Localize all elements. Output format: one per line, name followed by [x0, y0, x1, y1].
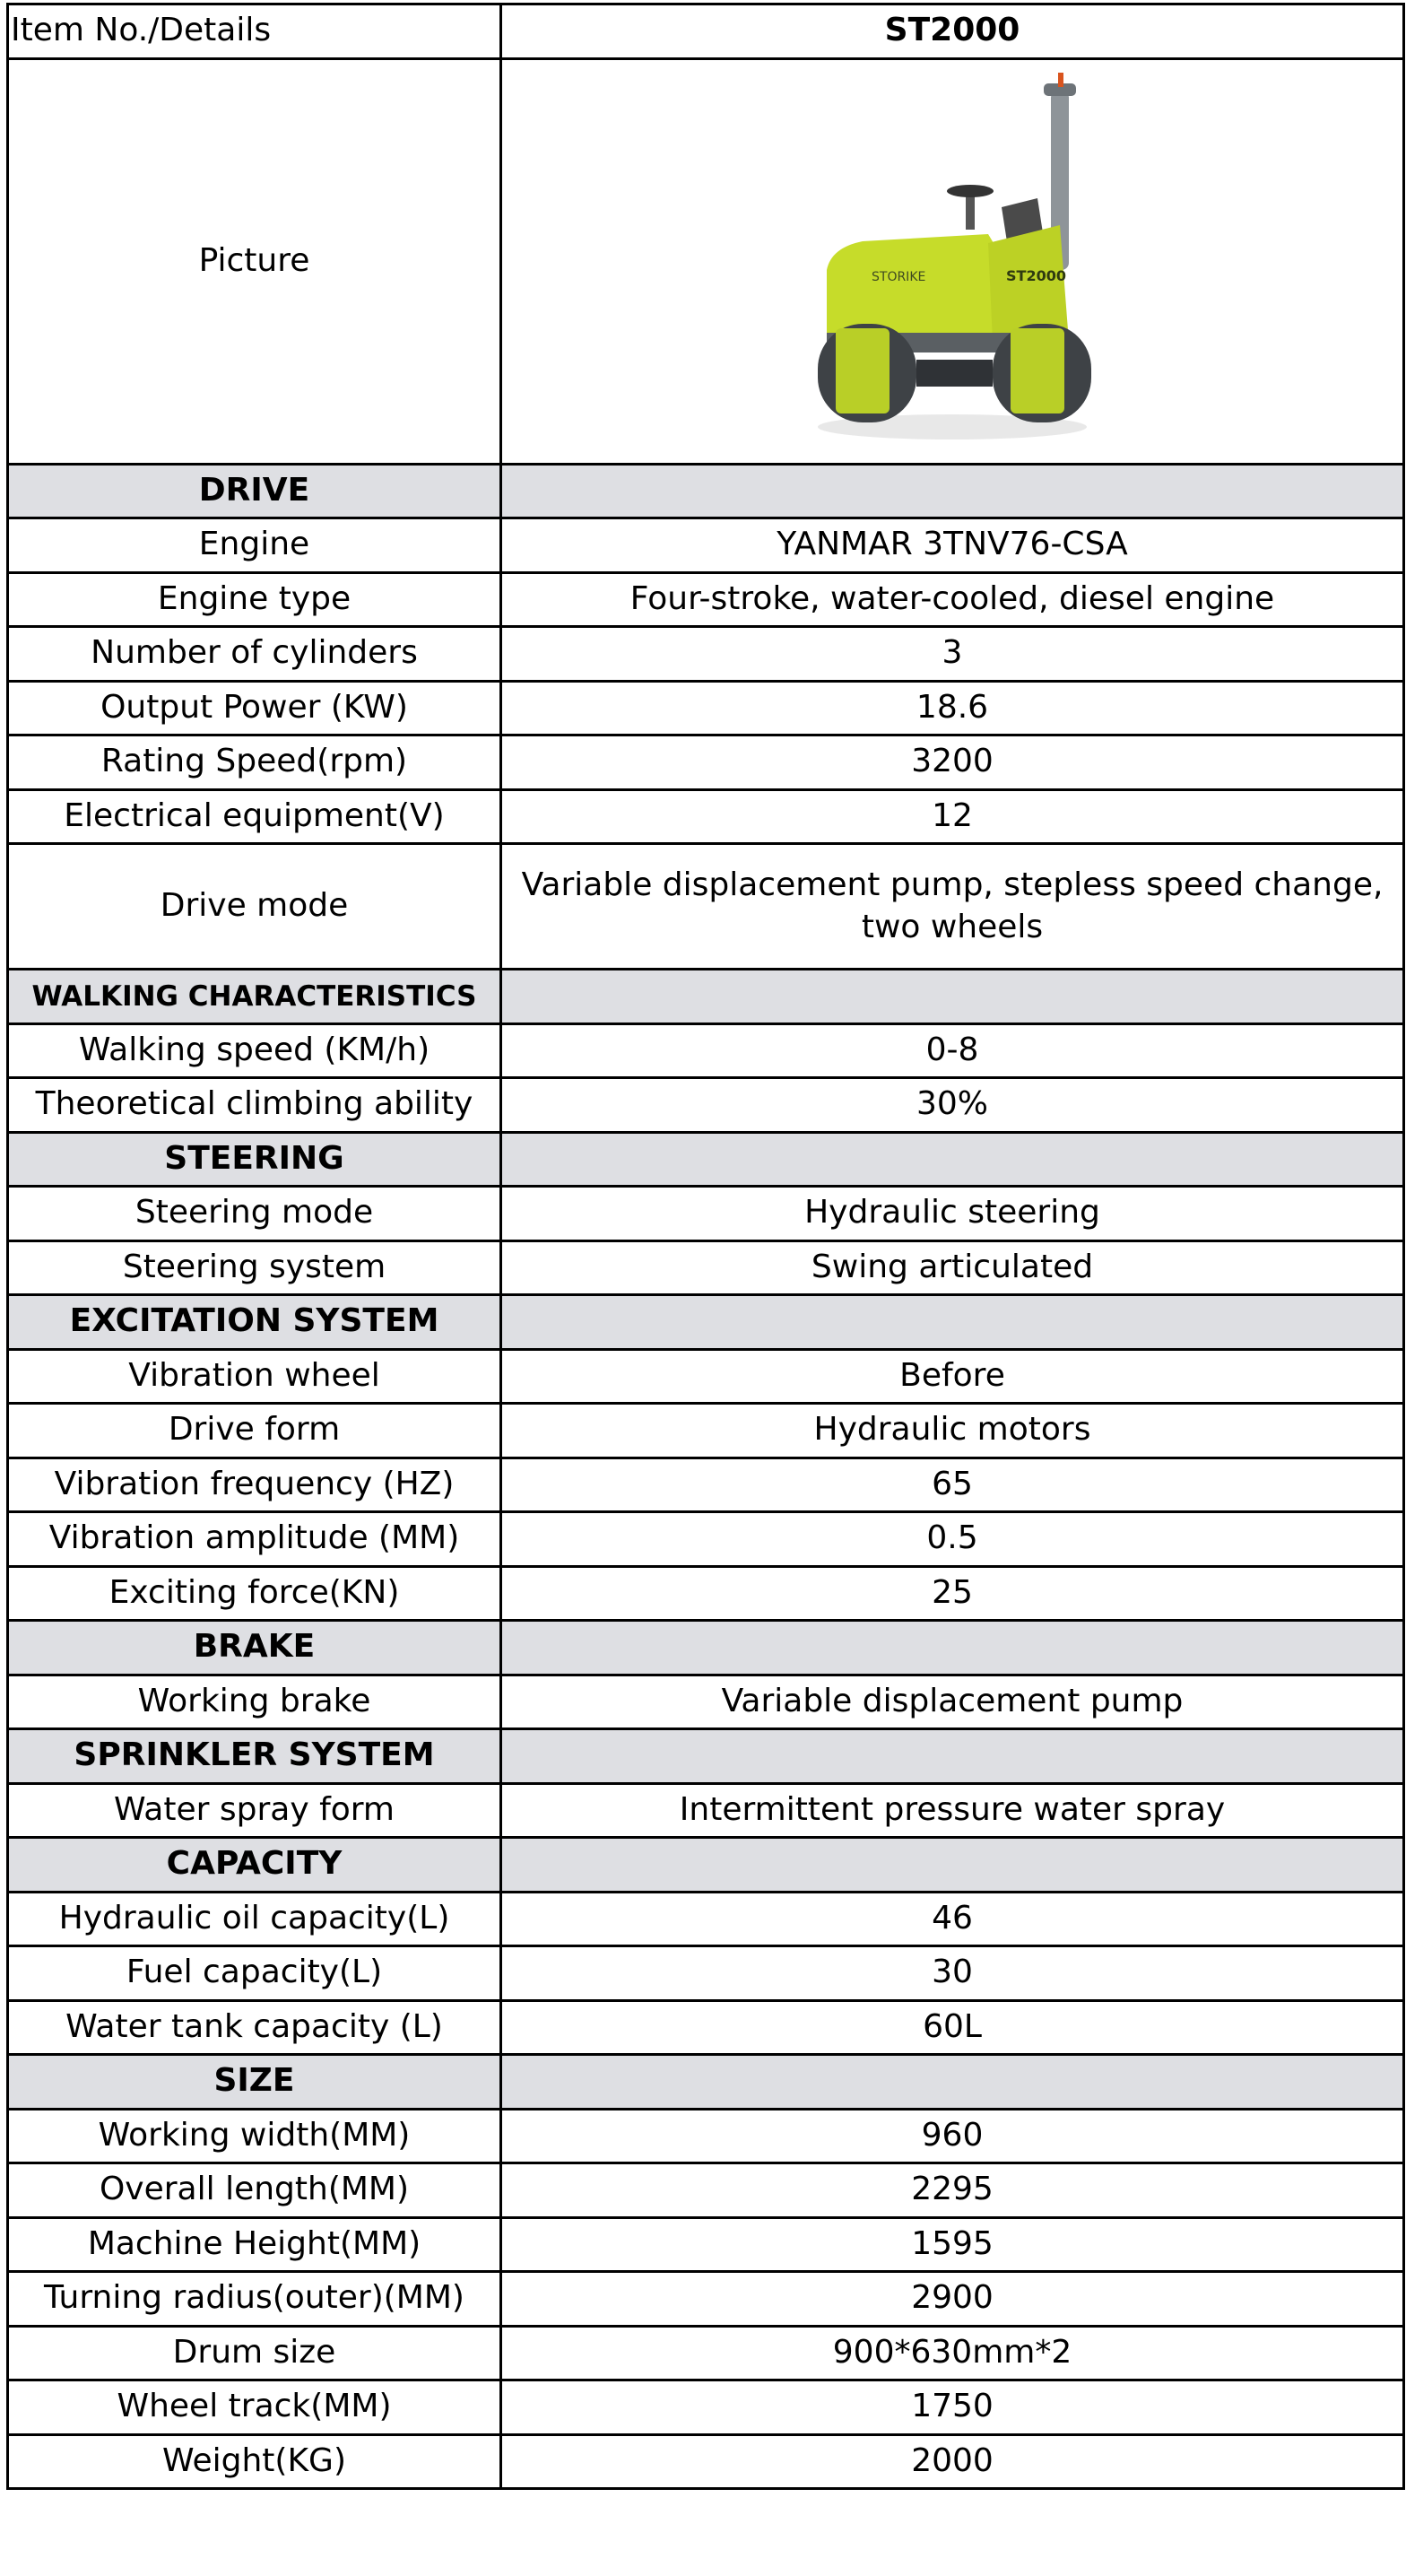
spec-row-drive-mode: [8, 844, 1404, 970]
spec-row-hydraulic-oil-capacity-l: [8, 1892, 1404, 1946]
spec-row-steering-mode: [8, 1187, 1404, 1241]
spec-value: 60L: [501, 2000, 1404, 2055]
picture-cell: [501, 58, 1404, 464]
spec-value: 1595: [501, 2217, 1404, 2272]
section-row-steering: [8, 1132, 1404, 1187]
section-row-brake: [8, 1621, 1404, 1675]
spec-label: Turning radius(outer)(MM): [8, 2272, 501, 2327]
picture-label: Picture: [8, 58, 501, 464]
spec-value: Hydraulic steering: [501, 1187, 1404, 1241]
spec-label: Exciting force(KN): [8, 1566, 501, 1621]
spec-value: Four-stroke, water-cooled, diesel engine: [501, 572, 1404, 627]
spec-value: 960: [501, 2109, 1404, 2163]
spec-label: Drum size: [8, 2326, 501, 2380]
section-title: BRAKE: [8, 1621, 501, 1675]
spec-row-exciting-force-kn: [8, 1566, 1404, 1621]
spec-label: Vibration frequency (HZ): [8, 1458, 501, 1512]
section-row-sprinkler-system: [8, 1729, 1404, 1784]
spec-row-weight-kg: [8, 2434, 1404, 2489]
spec-value: 2900: [501, 2272, 1404, 2327]
spec-value: Hydraulic motors: [501, 1404, 1404, 1458]
section-row-size: [8, 2055, 1404, 2110]
spec-label: Output Power (KW): [8, 681, 501, 735]
spec-value: 30%: [501, 1078, 1404, 1133]
spec-label: Working brake: [8, 1675, 501, 1729]
spec-row-theoretical-climbing-ability: [8, 1078, 1404, 1133]
section-title: STEERING: [8, 1132, 501, 1187]
spec-value: 25: [501, 1566, 1404, 1621]
spec-row-wheel-track-mm: [8, 2380, 1404, 2435]
spec-label: Hydraulic oil capacity(L): [8, 1892, 501, 1946]
section-blank: [501, 1295, 1404, 1350]
spec-label: Steering mode: [8, 1187, 501, 1241]
spec-row-drive-form: [8, 1404, 1404, 1458]
spec-value: 12: [501, 789, 1404, 844]
spec-value: 3200: [501, 735, 1404, 790]
section-title: CAPACITY: [8, 1838, 501, 1893]
spec-row-water-tank-capacity-l: [8, 2000, 1404, 2055]
section-blank: [501, 1621, 1404, 1675]
spec-label: Vibration wheel: [8, 1349, 501, 1404]
spec-row-rating-speed-rpm: [8, 735, 1404, 790]
spec-label: Machine Height(MM): [8, 2217, 501, 2272]
spec-value: 2000: [501, 2434, 1404, 2489]
section-blank: [501, 970, 1404, 1024]
spec-value: 900*630mm*2: [501, 2326, 1404, 2380]
spec-row-walking-speed-km-h: [8, 1023, 1404, 1078]
spec-row-working-brake: [8, 1675, 1404, 1729]
spec-row-engine: [8, 518, 1404, 573]
section-title: EXCITATION SYSTEM: [8, 1295, 501, 1350]
spec-label: Number of cylinders: [8, 627, 501, 682]
spec-row-vibration-wheel: [8, 1349, 1404, 1404]
section-row-capacity: [8, 1838, 1404, 1893]
spec-label: Fuel capacity(L): [8, 1946, 501, 2001]
section-row-excitation-system: [8, 1295, 1404, 1350]
spec-label: Vibration amplitude (MM): [8, 1512, 501, 1567]
spec-label: Walking speed (KM/h): [8, 1023, 501, 1078]
spec-label: Wheel track(MM): [8, 2380, 501, 2435]
spec-value: 30: [501, 1946, 1404, 2001]
section-title: WALKING CHARACTERISTICS: [8, 970, 501, 1024]
spec-value: 0-8: [501, 1023, 1404, 1078]
spec-value: 2295: [501, 2163, 1404, 2218]
header-row: [8, 4, 1404, 59]
spec-value: Variable displacement pump: [501, 1675, 1404, 1729]
spec-value: Before: [501, 1349, 1404, 1404]
spec-value: 3: [501, 627, 1404, 682]
spec-value: Intermittent pressure water spray: [501, 1783, 1404, 1838]
section-blank: [501, 1838, 1404, 1893]
section-title: DRIVE: [8, 464, 501, 518]
section-title: SIZE: [8, 2055, 501, 2110]
section-blank: [501, 2055, 1404, 2110]
spec-value: YANMAR 3TNV76-CSA: [501, 518, 1404, 573]
spec-value: 1750: [501, 2380, 1404, 2435]
spec-row-drum-size: [8, 2326, 1404, 2380]
spec-row-turning-radius-outer-mm: [8, 2272, 1404, 2327]
spec-row-output-power-kw: [8, 681, 1404, 735]
spec-label: Weight(KG): [8, 2434, 501, 2489]
spec-label: Engine type: [8, 572, 501, 627]
model-text: ST2000: [1006, 267, 1066, 284]
spec-label: Drive mode: [8, 844, 501, 970]
section-blank: [501, 464, 1404, 518]
header-right: ST2000: [501, 4, 1404, 59]
spec-row-overall-length-mm: [8, 2163, 1404, 2218]
spec-label: Engine: [8, 518, 501, 573]
spec-label: Theoretical climbing ability: [8, 1078, 501, 1133]
spec-row-machine-height-mm: [8, 2217, 1404, 2272]
spec-row-number-of-cylinders: [8, 627, 1404, 682]
spec-row-fuel-capacity-l: [8, 1946, 1404, 2001]
road-roller-image: [809, 73, 1096, 449]
picture-row: [8, 58, 1404, 464]
spec-label: Rating Speed(rpm): [8, 735, 501, 790]
spec-value: Variable displacement pump, stepless speed change, two wheels: [501, 844, 1404, 970]
spec-label: Electrical equipment(V): [8, 789, 501, 844]
section-blank: [501, 1729, 1404, 1784]
brand-text: STORIKE: [872, 270, 926, 284]
spec-value: 0.5: [501, 1512, 1404, 1567]
spec-row-engine-type: [8, 572, 1404, 627]
spec-label: Working width(MM): [8, 2109, 501, 2163]
spec-label: Drive form: [8, 1404, 501, 1458]
spec-row-steering-system: [8, 1240, 1404, 1295]
spec-label: Water spray form: [8, 1783, 501, 1838]
section-row-walking-characteristics: [8, 970, 1404, 1024]
section-title: SPRINKLER SYSTEM: [8, 1729, 501, 1784]
section-blank: [501, 1132, 1404, 1187]
spec-row-electrical-equipment-v: [8, 789, 1404, 844]
spec-value: Swing articulated: [501, 1240, 1404, 1295]
spec-label: Water tank capacity (L): [8, 2000, 501, 2055]
header-left: Item No./Details: [8, 4, 501, 59]
spec-row-working-width-mm: [8, 2109, 1404, 2163]
spec-value: 46: [501, 1892, 1404, 1946]
spec-row-water-spray-form: [8, 1783, 1404, 1838]
spec-label: Steering system: [8, 1240, 501, 1295]
section-row-drive: [8, 464, 1404, 518]
spec-value: 18.6: [501, 681, 1404, 735]
spec-value: 65: [501, 1458, 1404, 1512]
spec-label: Overall length(MM): [8, 2163, 501, 2218]
spec-row-vibration-frequency-hz: [8, 1458, 1404, 1512]
spec-table: [6, 3, 1405, 2490]
spec-row-vibration-amplitude-mm: [8, 1512, 1404, 1567]
